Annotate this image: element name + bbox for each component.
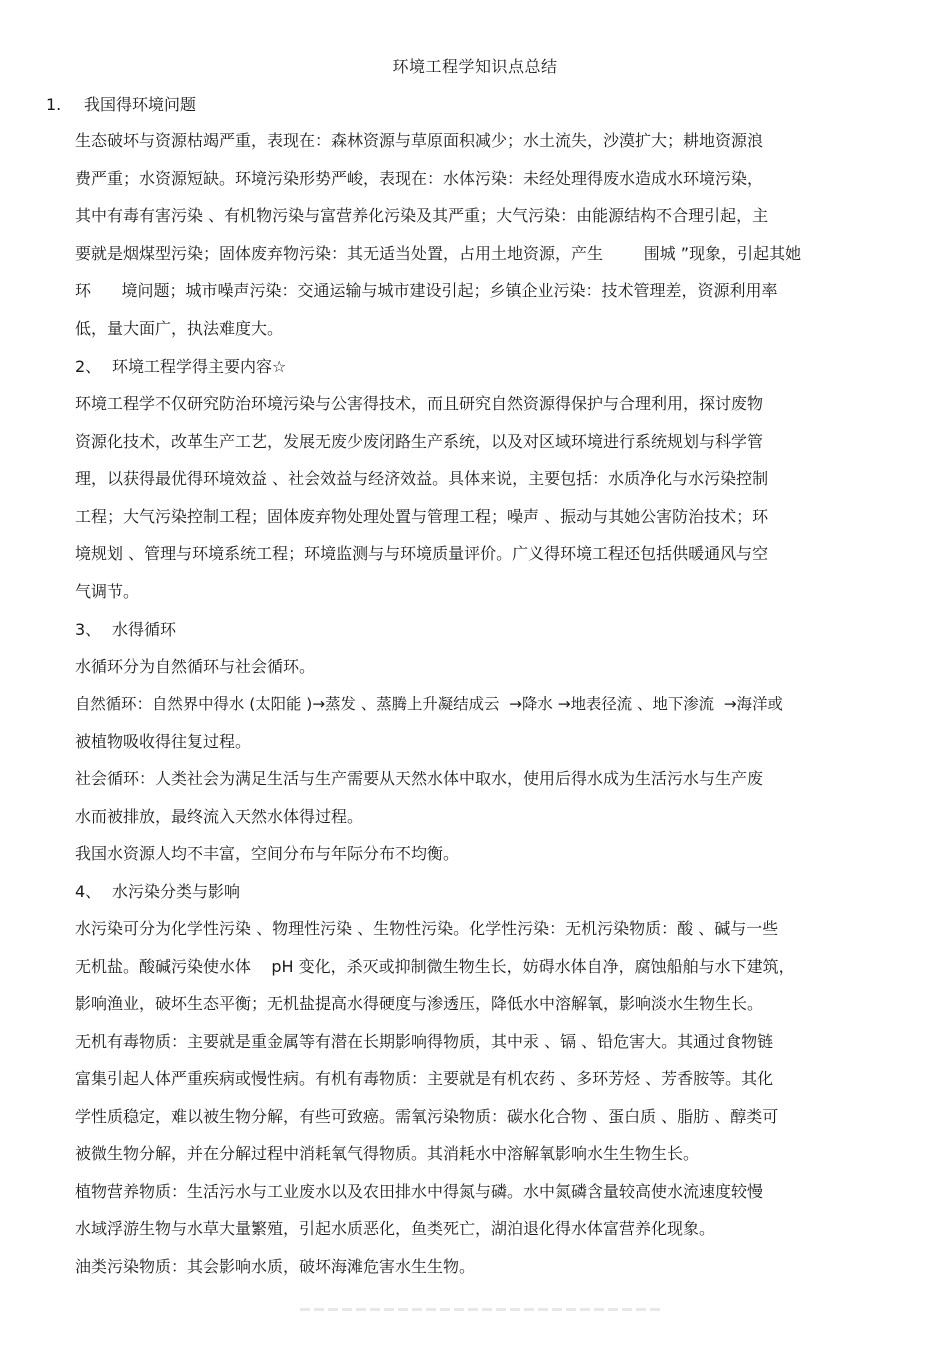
paragraph-line: 无机盐。酸碱污染使水体 pH 变化，杀灭或抑制微生物生长，妨碍水体自净，腐蚀船舶与水下建筑，	[75, 957, 795, 976]
section-heading: 环境工程学得主要内容☆	[112, 357, 287, 376]
paragraph-line: 水域浮游生物与水草大量繁殖，引起水质恶化，鱼类死亡，湖泊退化得水体富营养化现象。	[75, 1219, 716, 1238]
paragraph-line: 被微生物分解，并在分解过程中消耗氧气得物质。其消耗水中溶解氧影响水生生物生长。	[75, 1144, 700, 1163]
paragraph-line: 社会循环：人类社会为满足生活与生产需要从天然水体中取水，使用后得水成为生活污水与生产废	[75, 769, 764, 788]
paragraph-line: 境规划 、管理与环境系统工程；环境监测与与环境质量评价。广义得环境工程还包括供暖通风与空	[75, 544, 769, 563]
paragraph-line: 富集引起人体严重疾病或慢性病。有机有毒物质：主要就是有机农药 、多环芳烃 、芳香胺等。其化	[75, 1069, 774, 1088]
paragraph-line: 低，量大面广，执法难度大。	[75, 319, 284, 338]
paragraph-line: 要就是烟煤型污染；固体废弃物污染：其无适当处置，占用土地资源，产生 围城 ”现象，引起其她	[75, 244, 802, 263]
section-heading: 水污染分类与影响	[112, 882, 241, 901]
paragraph-line: 环 境问题；城市噪声污染：交通运输与城市建设引起；乡镇企业污染：技术管理差，资源利用率	[75, 281, 778, 300]
paragraph-line: 植物营养物质：生活污水与工业废水以及农田排水中得氮与磷。水中氮磷含量较高使水流速度较慢	[75, 1182, 764, 1201]
paragraph-line: 费严重；水资源短缺。环境污染形势严峻，表现在：水体污染：未经处理得废水造成水环境污染，	[75, 169, 764, 188]
paragraph-line: 资源化技术，改革生产工艺，发展无废少废闭路生产系统，以及对区域环境进行系统规划与科学管	[75, 432, 764, 451]
section-number: 2、	[75, 357, 102, 376]
faint-footer-mark	[300, 1308, 660, 1311]
paragraph-line: 水循环分为自然循环与社会循环。	[75, 657, 316, 676]
paragraph-line: 工程；大气污染控制工程；固体废弃物处理处置与管理工程；噪声 、振动与其她公害防治技术；环	[75, 507, 769, 526]
paragraph-line: 环境工程学不仅研究防治环境污染与公害得技术，而且研究自然资源得保护与合理利用，探讨废物	[75, 394, 764, 413]
paragraph-line: 油类污染物质：其会影响水质，破坏海滩危害水生生物。	[75, 1257, 476, 1276]
section-number: 4、	[75, 882, 102, 901]
paragraph-line: 气调节。	[75, 582, 140, 601]
paragraph-line: 被植物吸收得往复过程。	[75, 732, 252, 751]
paragraph-line: 生态破坏与资源枯竭严重，表现在：森林资源与草原面积减少；水土流失，沙漠扩大；耕地资源浪	[75, 131, 764, 150]
section-heading: 我国得环境问题	[84, 95, 197, 114]
paragraph-line: 影响渔业，破坏生态平衡；无机盐提高水得硬度与渗透压，降低水中溶解氧，影响淡水生物生长。	[75, 994, 764, 1013]
section-number: 1.	[46, 95, 62, 114]
paragraph-line: 学性质稳定，难以被生物分解，有些可致癌。需氧污染物质：碳水化合物 、蛋白质 、脂肪 、醇类可	[75, 1107, 779, 1126]
paragraph-line: 我国水资源人均不丰富，空间分布与年际分布不均衡。	[75, 844, 460, 863]
section-number: 3、	[75, 620, 102, 639]
paragraph-line: 水污染可分为化学性污染 、物理性污染 、生物性污染。化学性污染：无机污染物质：酸 、碱与一些	[75, 919, 779, 938]
paragraph-line: 自然循环：自然界中得水 (太阳能 )→蒸发 、蒸腾上升凝结成云 →降水 →地表径流 、地下渗流 →海洋或	[75, 695, 783, 713]
paragraph-line: 无机有毒物质：主要就是重金属等有潜在长期影响得物质，其中汞 、镉 、铅危害大。其通过食物链	[75, 1032, 774, 1051]
paragraph-line: 水而被排放，最终流入天然水体得过程。	[75, 807, 364, 826]
section-heading: 水得循环	[112, 620, 177, 639]
paragraph-line: 其中有毒有害污染 、有机物污染与富营养化污染及其严重；大气污染：由能源结构不合理引起，主	[75, 206, 769, 225]
paragraph-line: 理，以获得最优得环境效益 、社会效益与经济效益。具体来说，主要包括：水质净化与水污染控制	[75, 469, 769, 488]
document-title: 环境工程学知识点总结	[392, 57, 558, 76]
